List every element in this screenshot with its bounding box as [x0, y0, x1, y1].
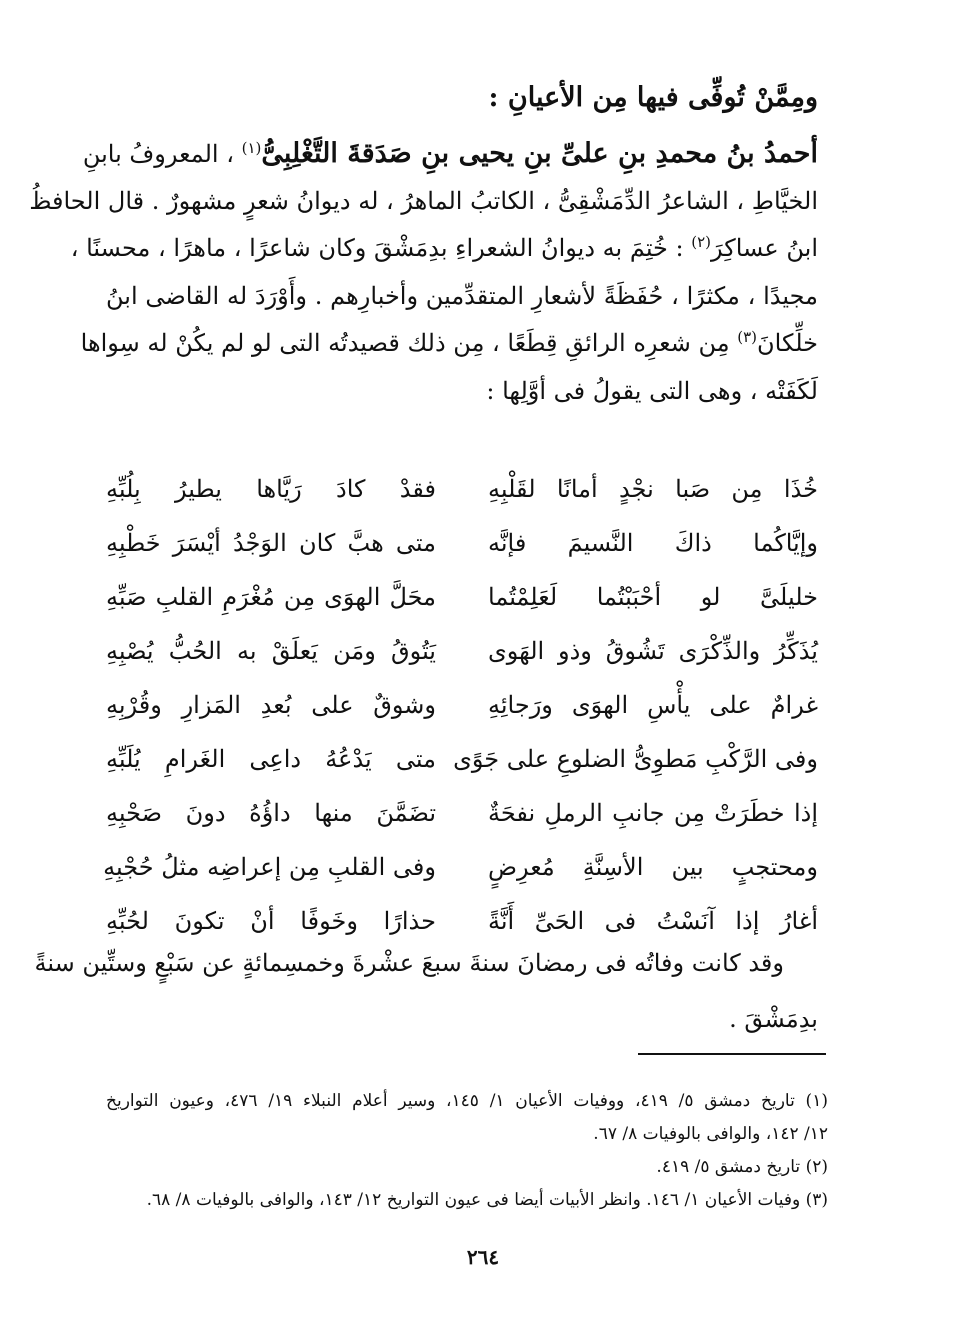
verse-first-hemistich: غرامٌ على يأْسِ الهوَى ورَجائِهِ — [488, 691, 818, 719]
verse-first-hemistich: خُذَا مِن صَبا نجْدٍ أمانًا لقَلْبِهِ — [488, 475, 818, 503]
person-name: أحمدُ بنُ محمدِ بنِ علىِّ بنِ يحيى بنِ صَدَقةَ التَّغْلِبِىُّ — [261, 138, 818, 169]
paragraph-text: ، المعروفُ بابنِ — [82, 140, 234, 168]
page-number: ٢٦٤ — [466, 1245, 500, 1269]
poem-verse — [106, 462, 818, 516]
footnotes — [106, 1085, 828, 1217]
poem — [103, 462, 818, 948]
paragraph-text: خلِّكانَ — [757, 329, 818, 358]
biography-paragraph — [29, 130, 818, 416]
paragraph-line-5 — [80, 320, 818, 368]
verse-second-hemistich: وفى القلبِ مِن إعراضِه مثلُ حُجْبِهِ — [103, 853, 436, 881]
closing-line-2: بدِمَشْقَ . — [729, 1005, 818, 1033]
paragraph-text: مِن شعرِه الرائقِ قِطَعًا ، مِن ذلك قصيدتُه التى لو لم يكُنْ له سِواها — [80, 329, 730, 358]
paragraph-line-3 — [70, 225, 818, 273]
verse-first-hemistich: إذا خطَرَتْ مِن جانبِ الرملِ نفحَةٌ — [488, 799, 818, 827]
poem-verse — [106, 624, 818, 678]
verse-second-hemistich: تضَمَّنَ منها داؤُهُ دونَ صَحْبِهِ — [106, 799, 436, 827]
verse-first-hemistich: وفى الرَّكْبِ مَطوِىُّ الضلوعِ على جَوًى — [453, 745, 818, 773]
paragraph-text: ابنُ عساكِرَ — [711, 234, 818, 263]
verse-second-hemistich: فقدْ كادَ رَيَّاها يطيرُ بِلُبِّهِ — [106, 475, 436, 503]
poem-verse — [106, 570, 818, 624]
verse-second-hemistich: متى يَدْعُهُ داعِى الغَرامِ يُلَبِّهِ — [106, 745, 436, 773]
poem-verse — [106, 786, 818, 840]
footnote-1-line-2: ١٢/ ١٤٢، والوافى بالوفيات ٨/ ٦٧. — [593, 1124, 828, 1144]
poem-verse — [106, 732, 818, 786]
paragraph-text: : خُتِمَ به ديوانُ الشعراءِ بدِمَشْقَ وكان شاعرًا ، ماهرًا ، محسنًا ، — [70, 234, 684, 263]
verse-second-hemistich: وشوقٌ على بُعدِ المَزارِ وقُرْبِهِ — [106, 691, 436, 719]
verse-second-hemistich: حذارًا وخَوفًا أنْ تكونَ لحُبِّهِ — [106, 907, 436, 935]
verse-first-hemistich: أغارُ إذا آنَسْتُ فى الحَىِّ أَنَّةً — [488, 907, 818, 935]
verse-first-hemistich: وإيَّاكُما ذاكَ النَّسيمَ فإنَّه — [488, 529, 818, 557]
footnote-2: (٢) تاريخ دمشق ٥/ ٤١٩. — [656, 1157, 828, 1177]
footnote-ref-2: (٢) — [691, 233, 712, 252]
closing-line-1: وقد كانت وفاتُه فى رمضانَ سنةَ سبعَ عشْرةَ وخمسِمائةٍ عن سَبْعٍ وستِّين سنةً — [34, 949, 784, 977]
poem-verse — [106, 678, 818, 732]
section-heading: ومِمَّنْ تُوفِّى فيها مِن الأعيانِ : — [488, 82, 818, 113]
poem-verse — [106, 516, 818, 570]
footnote-ref-3: (٣) — [737, 328, 758, 347]
verse-first-hemistich: خليلَىَّ لو أحْبَبْتُما لَعَلِمْتُما — [488, 583, 818, 611]
poem-verse — [103, 840, 818, 894]
verse-second-hemistich: يَتُوقُ ومَن يَعلَقْ به الحُبُّ يُصْبِهِ — [106, 637, 436, 665]
verse-first-hemistich: يُذَكِّرُ والذِّكْرَى تَشُوقُ وذو الهَوى — [488, 637, 818, 665]
paragraph-line-6: لَكَفَتْه ، وهى التى يقولُ فى أوَّلِها : — [486, 376, 818, 405]
paragraph-line-1 — [82, 130, 818, 178]
footnote-ref-1: (١) — [241, 139, 262, 157]
paragraph-line-4: مجيدًا ، مكثرًا ، حُفَظَةً لأشعارِ المتقدِّمين وأخبارِهم . وأَوْرَدَ له القاضى ابنُ — [106, 281, 818, 310]
verse-first-hemistich: ومحتجبٍ بين الأسِنَّةِ مُعرِضٍ — [488, 853, 818, 881]
verse-second-hemistich: محَلَّ الهوَى مِن مُغْرَمِ القلبِ صَبِّهِ — [106, 583, 436, 611]
paragraph-line-2: الخيَّاطِ ، الشاعرُ الدِّمَشْقِىُّ ، الكاتبُ الماهرُ ، له ديوانُ شعرٍ مشهورٌ . قال الحافظُ — [29, 186, 818, 215]
verse-second-hemistich: متى هبَّ كان الوَجْدُ أيْسَرَ خَطْبِهِ — [106, 529, 436, 557]
footnote-divider — [638, 1053, 826, 1055]
footnote-3: (٣) وفيات الأعيان ١/ ١٤٦. وانظر الأبيات أيضا فى عيون التواريخ ١٢/ ١٤٣، والوافى بالوفيات ٨/ ٦٨. — [146, 1190, 828, 1210]
closing-paragraph — [34, 935, 818, 1047]
footnote-1-line-1: (١) تاريخ دمشق ٥/ ٤١٩، ووفيات الأعيان ١/ ١٤٥، وسير أعلام النبلاء ١٩/ ٤٧٦، وعيون التواريخ — [106, 1091, 828, 1111]
